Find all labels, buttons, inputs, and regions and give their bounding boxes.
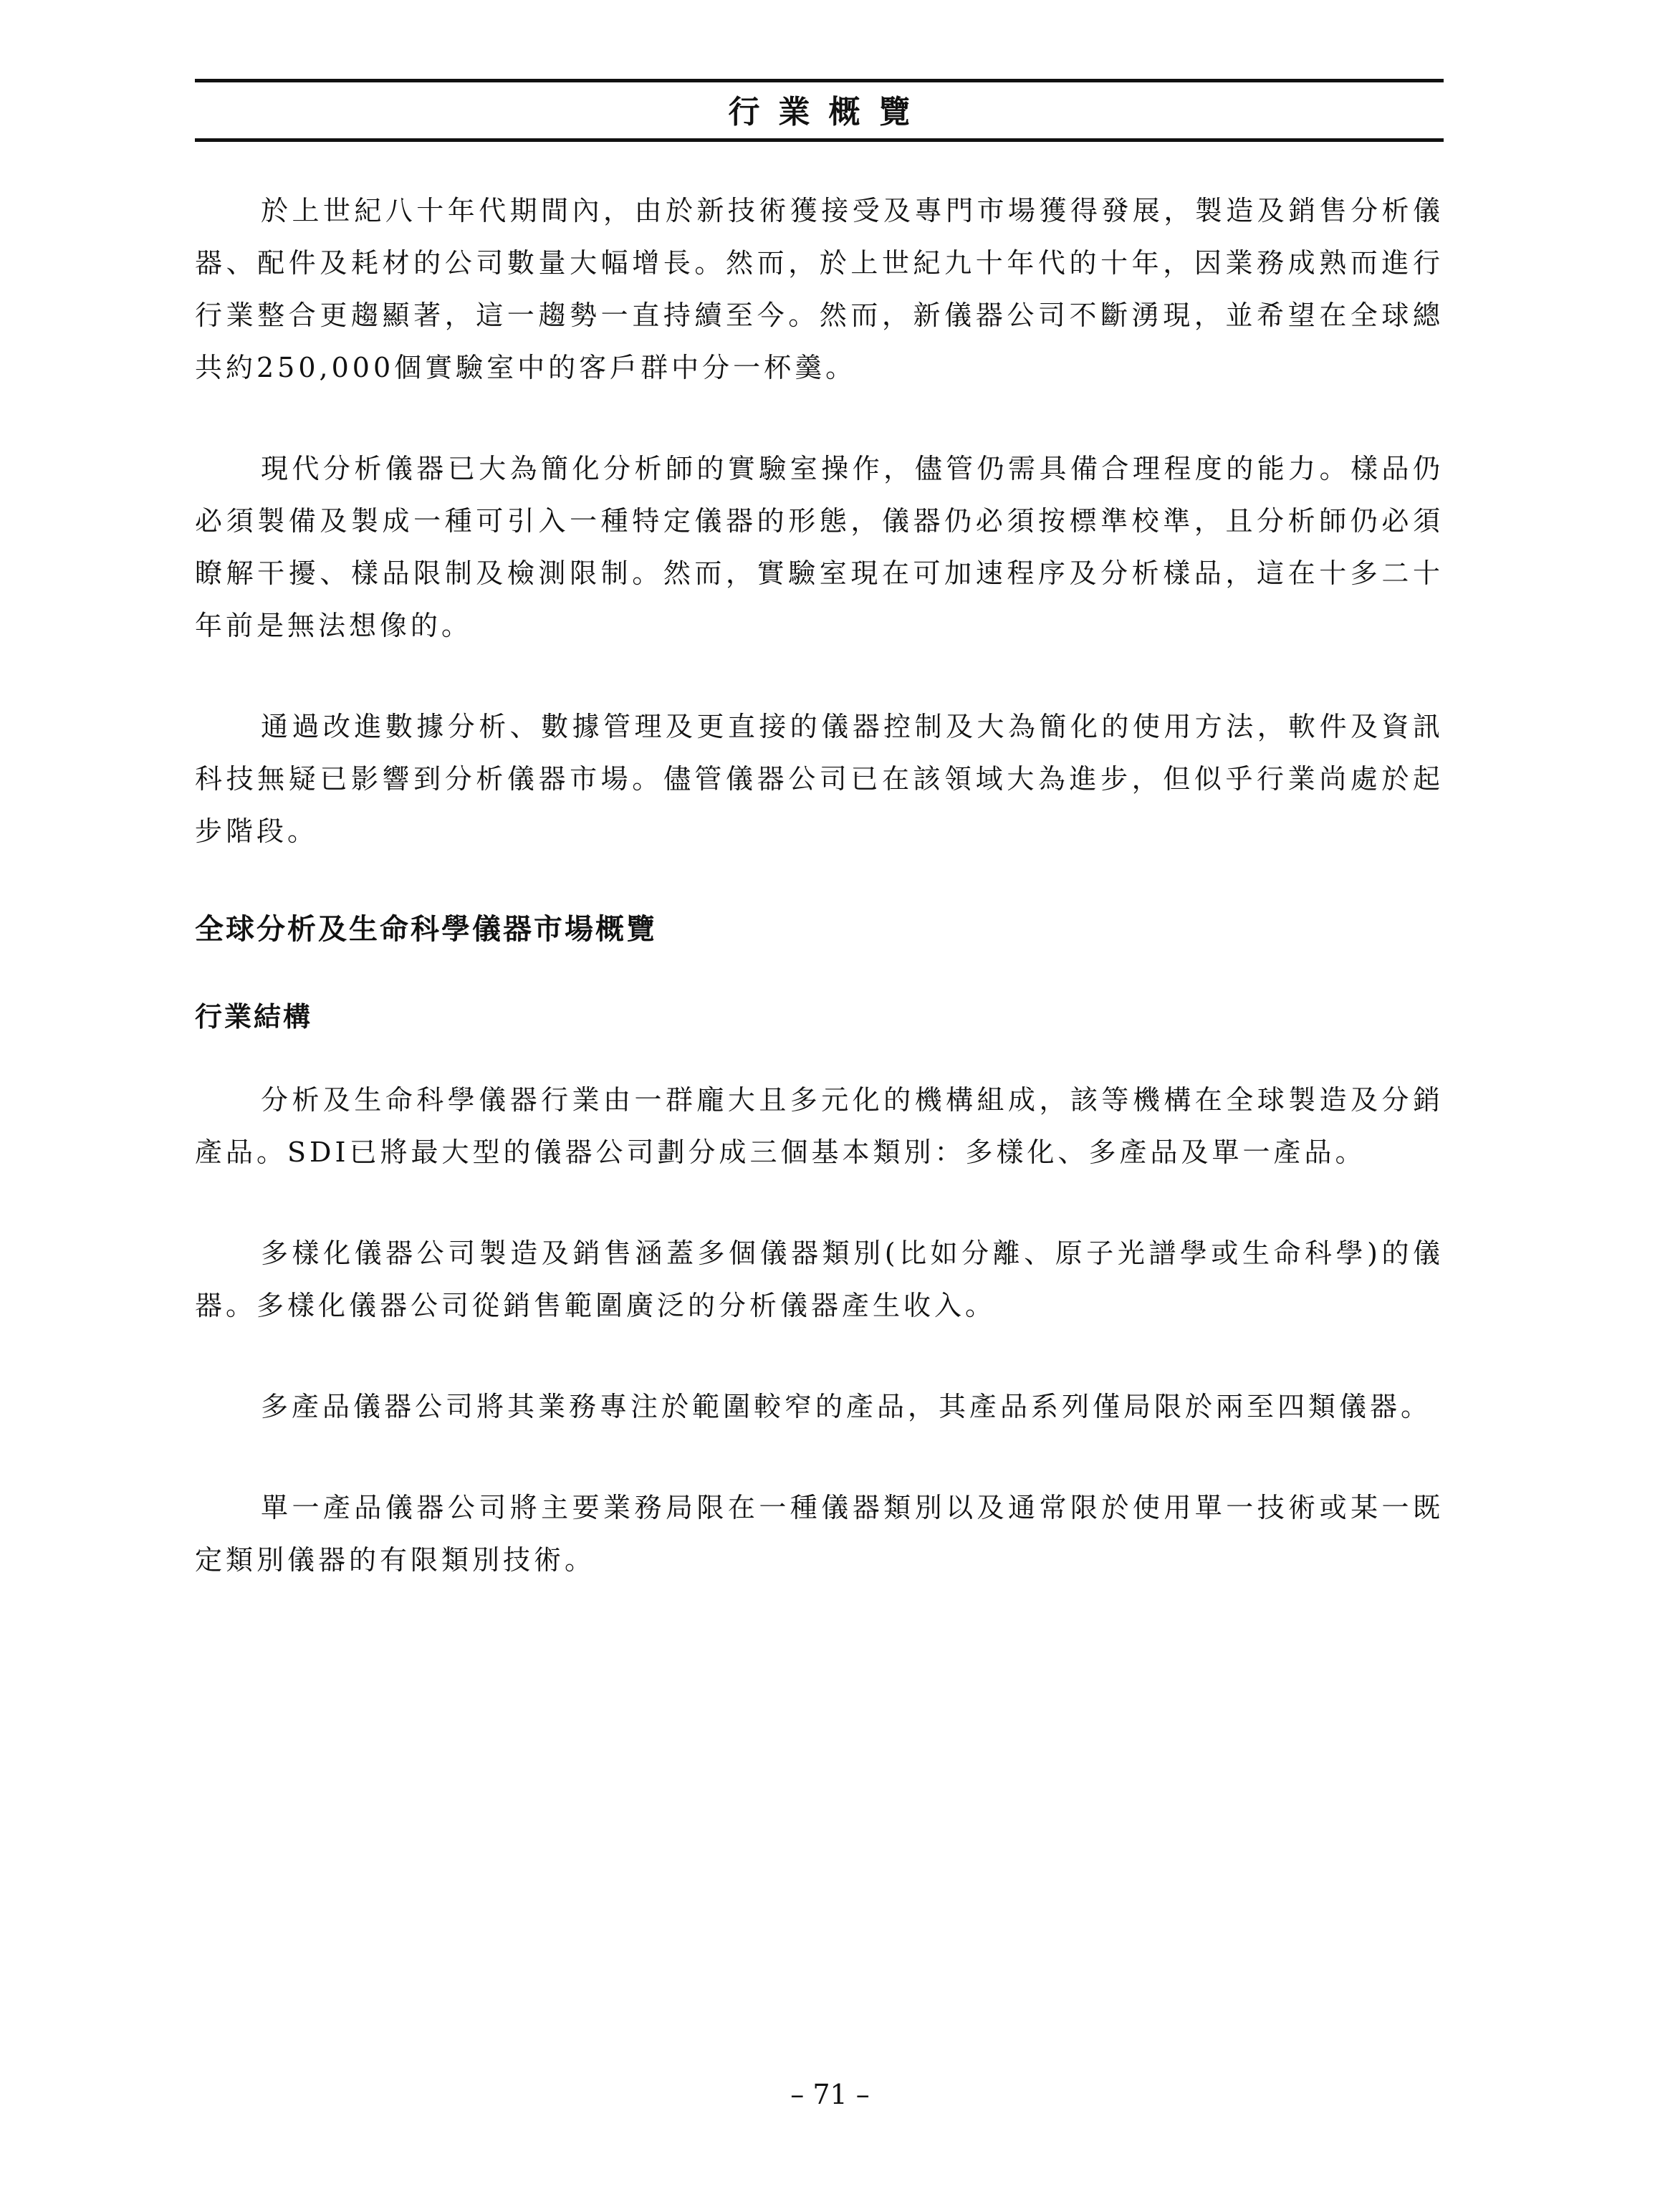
section-heading: 全球分析及生命科學儀器市場概覽: [195, 912, 657, 946]
paragraph: 於上世紀八十年代期間內，由於新技術獲接受及專門市場獲得發展，製造及銷售分析儀器、配件及耗材的公司數量大幅增長。然而，於上世紀九十年代的十年，因業務成熟而進行行業整合更趨顯著，這一趨勢一直持續至今。然而，新儀器公司不斷湧現，並希望在全球總共約250,000個實驗室中的客戶群中分一杯羹。: [195, 195, 1444, 383]
page-number: – 71 –: [790, 2079, 870, 2110]
paragraph: 現代分析儀器已大為簡化分析師的實驗室操作，儘管仍需具備合理程度的能力。樣品仍必須製備及製成一種可引入一種特定儀器的形態，儀器仍必須按標準校準，且分析師仍必須瞭解干擾、樣品限制及檢測限制。然而，實驗室現在可加速程序及分析樣品，這在十多二十年前是無法想像的。: [195, 453, 1444, 641]
paragraph: 多產品儀器公司將其業務專注於範圍較窄的產品，其產品系列僅局限於兩至四類儀器。: [261, 1391, 1432, 1422]
paragraph: 多樣化儀器公司製造及銷售涵蓋多個儀器類別(比如分離、原子光譜學或生命科學)的儀器。多樣化儀器公司從銷售範圍廣泛的分析儀器產生收入。: [195, 1237, 1444, 1321]
header-rule-bottom: [195, 138, 1444, 142]
header-rule-top: [195, 79, 1444, 82]
paragraph: 分析及生命科學儀器行業由一群龐大且多元化的機構組成，該等機構在全球製造及分銷產品。SDI已將最大型的儀器公司劃分成三個基本類別：多樣化、多產品及單一產品。: [195, 1084, 1444, 1168]
sub-heading: 行業結構: [195, 1000, 313, 1033]
paragraph: 通過改進數據分析、數據管理及更直接的儀器控制及大為簡化的使用方法，軟件及資訊科技無疑已影響到分析儀器市場。儘管儀器公司已在該領域大為進步，但似乎行業尚處於起步階段。: [195, 711, 1444, 847]
document-body: [195, 185, 1444, 1635]
page-header-title: 行業概覽: [728, 94, 929, 130]
paragraph: 單一產品儀器公司將主要業務局限在一種儀器類別以及通常限於使用單一技術或某一既定類別儀器的有限類別技術。: [195, 1492, 1444, 1576]
